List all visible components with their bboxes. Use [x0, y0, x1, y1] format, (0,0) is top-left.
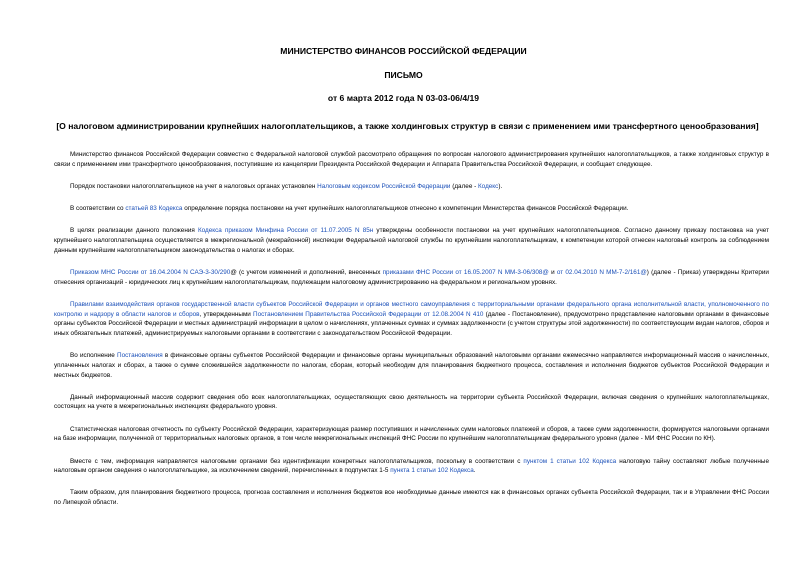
fns-order-2010-link[interactable]: от 02.04.2010 N ММ-7-2/161@ — [556, 268, 647, 276]
article-83-link[interactable]: статьей 83 Кодекса — [125, 205, 183, 213]
paragraph-3 — [54, 204, 769, 214]
tax-code-link[interactable]: Налоговым кодексом Российской Федерации — [317, 182, 451, 190]
paragraph-7 — [54, 351, 769, 380]
article-102-point-1-link[interactable]: пунктом 1 статьи 102 Кодекса — [523, 457, 617, 465]
paragraph-text: Порядок постановки налогоплательщиков на учет в налоговых органах установлен — [70, 182, 318, 190]
paragraph-text: Данный информационный массив содержит сведения обо всех налогоплательщиках, осуществляющих свою деятельность на территории субъекта Российской Федерации, включая сведения о крупнейших налогоплательщиках, состоящих на учете в межрегиональных инспекциях федерального уровня. — [54, 393, 769, 411]
paragraph-text: налоговую тайну составляют любые полученные налоговым органом сведения о налогоплательщике, за исключением сведений, перечисленных в подпунктах 1-5 — [54, 457, 769, 475]
paragraph-text: , утвержденными — [199, 310, 254, 318]
paragraph-text: . — [473, 467, 476, 475]
paragraph-text: ). — [498, 182, 503, 190]
document-subject: [О налоговом администрировании крупнейших налогоплательщиков, а также холдинговых структур в связи с применением ими трансфертного ценообразования] — [56, 121, 759, 131]
paragraph-text: Статистическая налоговая отчетность по субъекту Российской Федерации, характеризующая размер поступивших и начисленных сумм налоговых платежей и сборов, а также сумм задолженности, формируется налоговыми органами на базе информации, полученной от территориальных налоговых органов, в том числе межрегиональных инспекций ФНС России по крупнейшим налогоплательщикам федерального уровня (далее - МИ ФНС России по КН). — [54, 425, 769, 443]
document-type-heading: ПИСЬМО — [384, 70, 423, 80]
document-body — [54, 150, 769, 520]
paragraph-text: В соответствии со — [70, 205, 126, 213]
paragraph-1 — [54, 150, 769, 169]
document-date-number: от 6 марта 2012 года N 03-03-06/4/19 — [327, 93, 480, 103]
minfin-order-link[interactable]: приказом Минфина России от 11.07.2005 N 85н — [224, 227, 374, 235]
code-link[interactable]: Кодекс — [477, 182, 499, 190]
paragraph-text: и — [548, 268, 557, 276]
paragraph-text: определение порядка постановки на учет крупнейших налогоплательщиков отнесено к компетенции Министерства финансов Российской Федерации. — [182, 205, 629, 213]
paragraph-text: (далее - Постановление), предусмотрено представление налоговыми органами в финансовые органы субъектов Российской Федерации и местных администраций информации в целом о начислениях, уплаченных суммах и суммах задолженности (с учетом структуры этой задолженности) по соответствующим видам налогов, сборов и иных обязательных платежей, администрируемых налоговыми органами в соответствии с законодательством Российской Федерации. — [54, 310, 769, 337]
paragraph-text: @ (с учетом изменений и дополнений, внесенных — [230, 268, 383, 276]
paragraph-10 — [54, 457, 769, 476]
fns-order-2007-link[interactable]: приказами ФНС России от 16.05.2007 N ММ-3-06/308@ — [382, 268, 549, 276]
paragraph-11 — [54, 488, 769, 507]
paragraph-text: Вместе с тем, информация направляется налоговыми органами без идентификации конкретных налогоплательщиков, поскольку в соответствии с — [70, 457, 524, 465]
paragraph-text: Во исполнение — [70, 352, 118, 360]
paragraph-2 — [54, 182, 769, 192]
paragraph-4 — [54, 226, 769, 255]
paragraph-9 — [54, 425, 769, 444]
government-decree-link[interactable]: Постановлением Правительства Российской Федерации от 12.08.2004 N 410 — [253, 310, 484, 318]
paragraph-text: Министерство финансов Российской Федерации совместно с Федеральной налоговой службой рассмотрело обращения по вопросам налогового администрирования крупнейших налогоплательщиков, а также холдинговых структур в связи с применением ими трансфертного ценообразования, поступившие из канцелярии Президента Российской Федерации и Аппарата Правительства Российской Федерации, и сообщает следующее. — [54, 151, 769, 168]
ministry-heading: МИНИСТЕРСТВО ФИНАНСОВ РОССИЙСКОЙ ФЕДЕРАЦИИ — [280, 46, 527, 56]
paragraph-text: в финансовые органы субъектов Российской Федерации и финансовые органы муниципальных образований налоговыми органами ежемесячно направляется информационный массив о начисленных, уплаченных налогах и сборах, а также о сумме сложившейся задолженности по налогам, сборам, который необходим для планирования бюджетного процесса, составления и исполнения бюджетов субъектов Российской Федерации и местных бюджетов. — [54, 352, 769, 379]
paragraph-6 — [54, 300, 769, 339]
paragraph-8 — [54, 393, 769, 412]
paragraph-text: утверждены особенности постановки на учет крупнейших налогоплательщиков. Согласно данному приказу постановка на учет крупнейшего налогоплательщика осуществляется в межрегиональной (межрайонной) инспекции Федеральной налоговой службы по крупнейшим налогоплательщикам, к компетенции которой отнесен налоговый контроль за соблюдением данным крупнейшим налогоплательщиком законодательства о налогах и сборах. — [54, 227, 769, 254]
article-102-link[interactable]: пункта 1 статьи 102 Кодекса — [390, 467, 474, 475]
paragraph-text: Таким образом, для планирования бюджетного процесса, прогноза составления и исполнения бюджетов все необходимые данные имеются как в финансовых органах субъекта Российской Федерации, так и в Управлении ФНС России по Липецкой области. — [54, 489, 769, 507]
interaction-rules-link[interactable]: Правилами взаимодействия органов государственной власти субъектов Российской Федерации и органов местного самоуправления с территориальными органами федерального органа исполнительной власти, уполномоченного по контролю и надзору в области налогов и сборов — [54, 300, 769, 318]
paragraph-5 — [54, 268, 769, 287]
mns-order-link[interactable]: Приказом МНС России от 16.04.2004 N САЭ-3-30/290 — [70, 268, 231, 276]
code-link[interactable]: Кодекса — [197, 227, 222, 235]
paragraph-text: В целях реализации данного положения — [70, 227, 198, 235]
decree-link[interactable]: Постановления — [117, 352, 163, 360]
paragraph-text: ) (далее - Приказ) утверждены Критерии отнесения организаций - юридических лиц к крупнейшим налогоплательщикам, подлежащим налоговому администрированию на федеральном и региональном уровнях. — [54, 268, 769, 286]
paragraph-text: (далее - — [450, 182, 478, 190]
